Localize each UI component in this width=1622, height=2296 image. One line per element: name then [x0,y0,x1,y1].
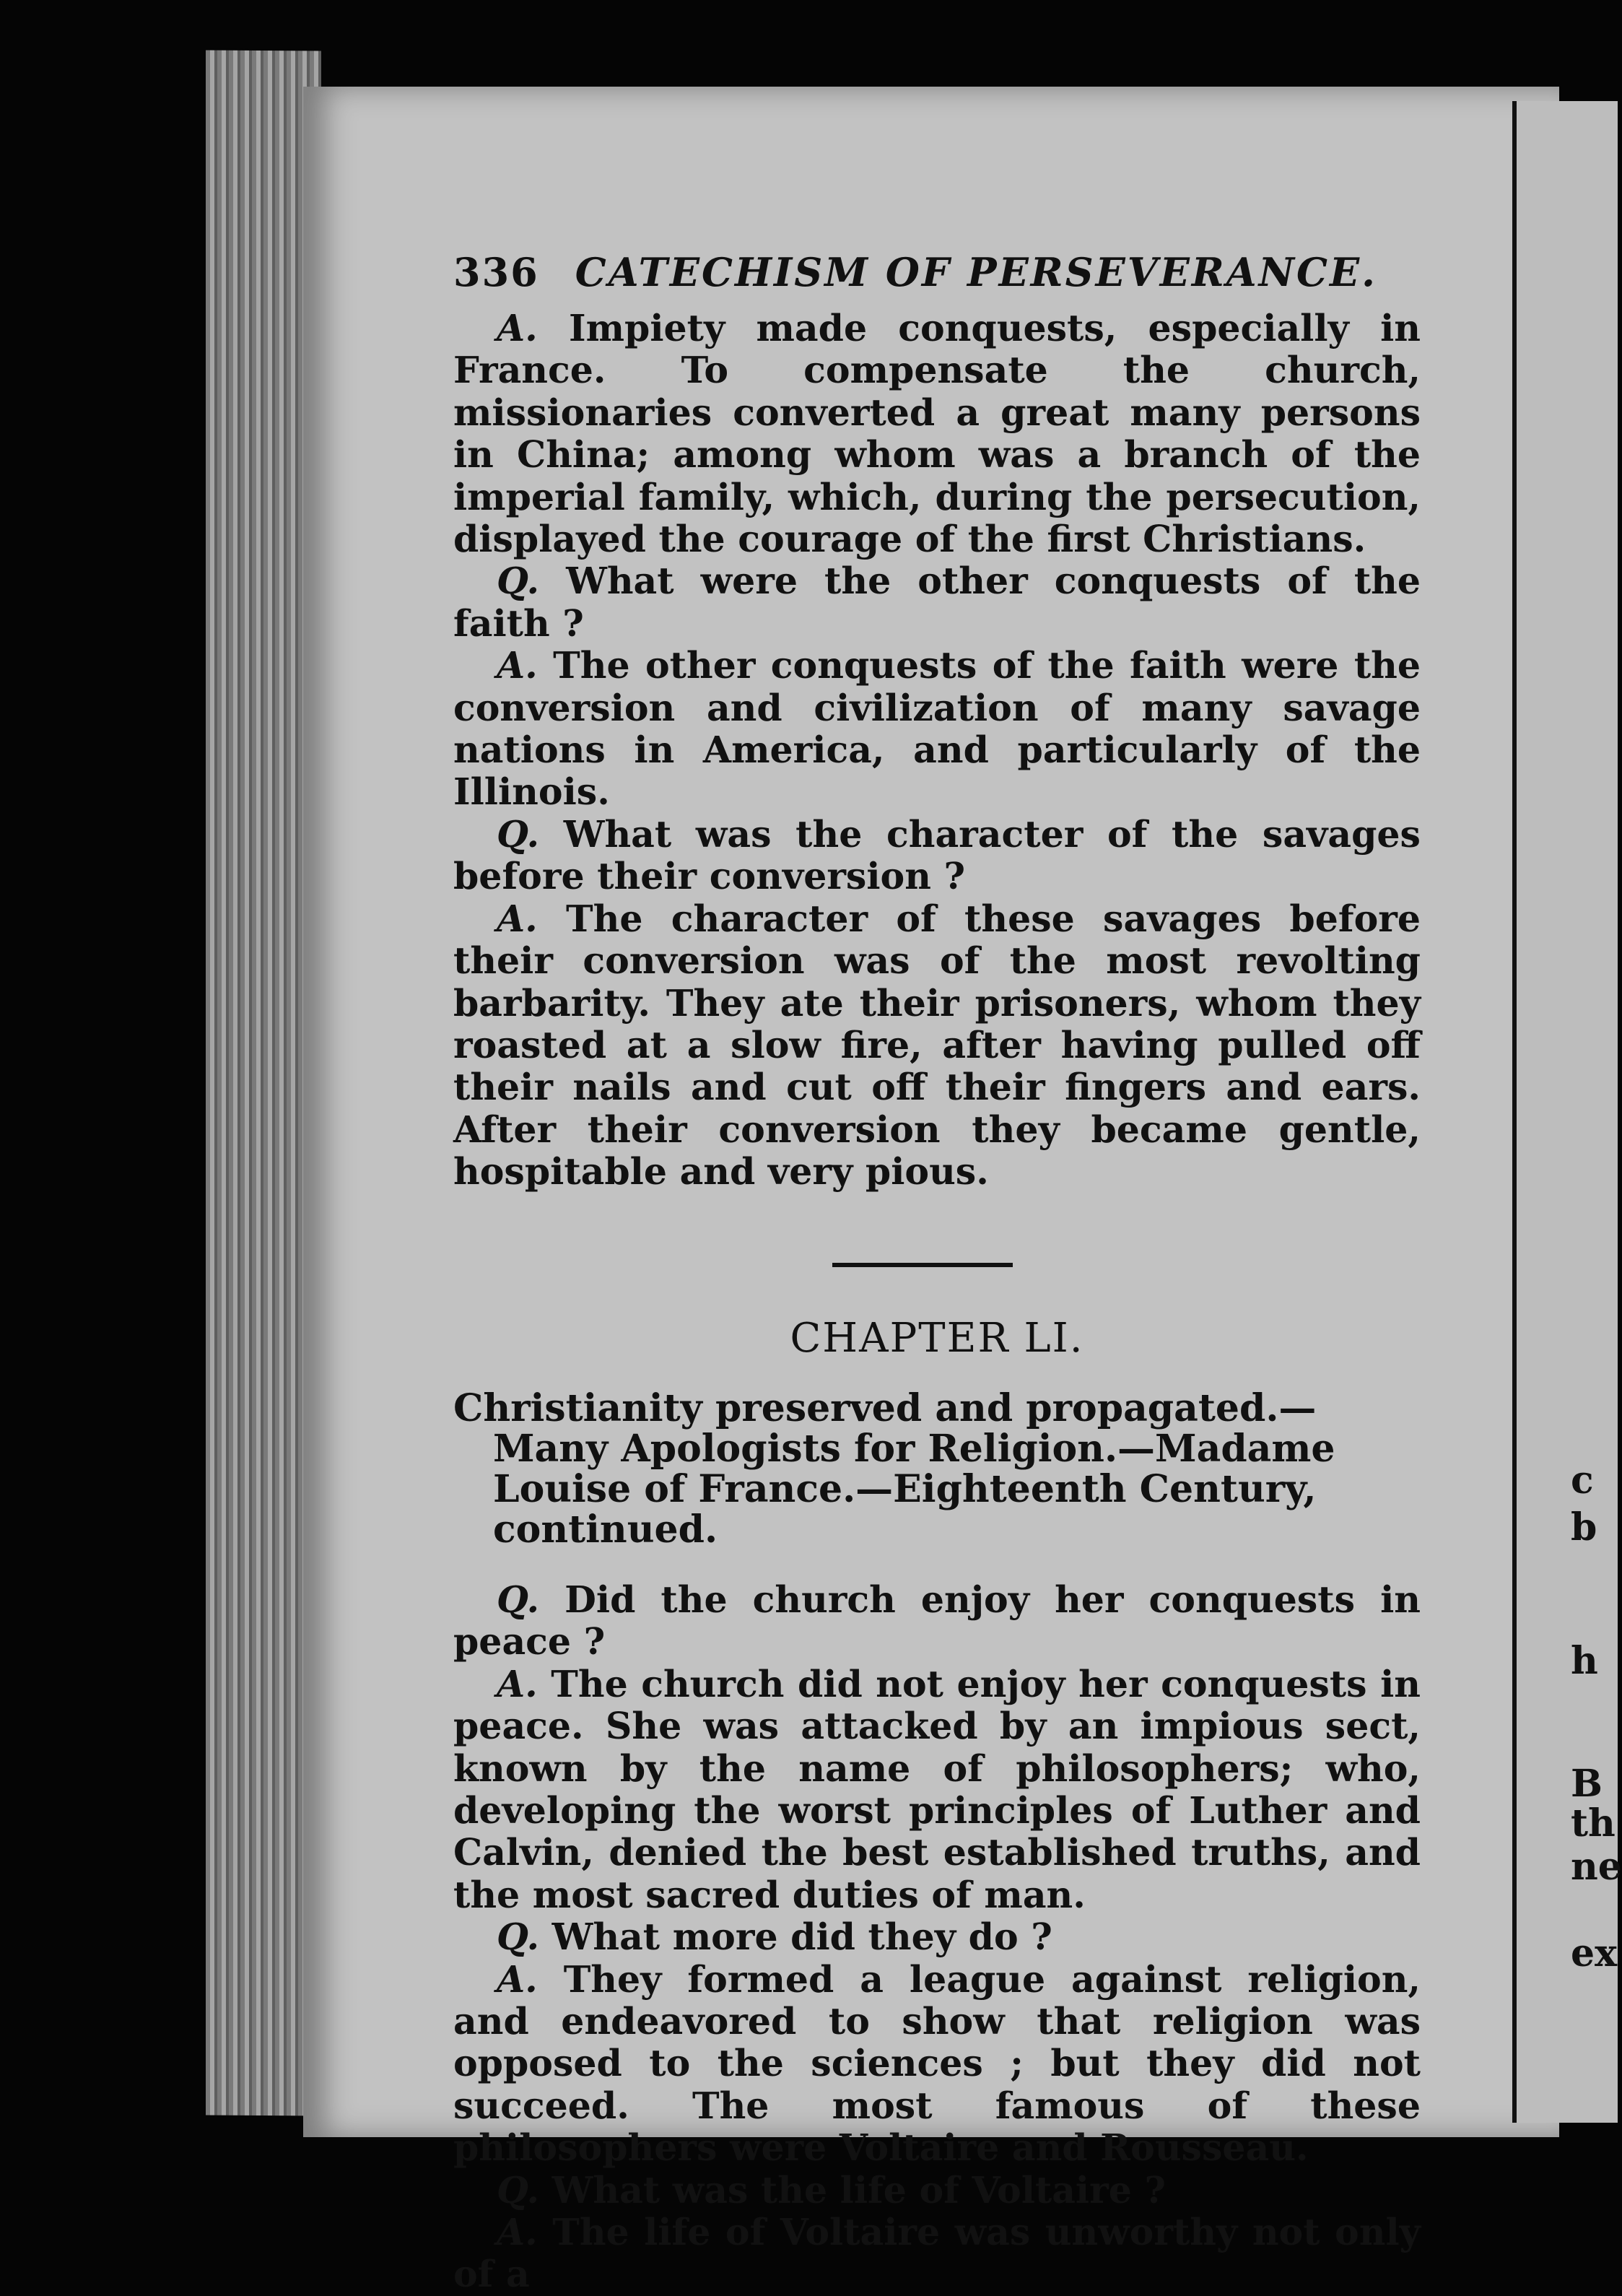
qa-section-top [453,308,1421,1193]
qa-paragraph [453,2170,1421,2212]
facing-fragment: B [1571,1762,1603,1806]
qa-paragraph [453,1579,1421,1664]
facing-fragment: b [1571,1505,1597,1549]
qa-paragraph [453,560,1421,645]
qa-paragraph [453,2212,1421,2296]
facing-fragment: ne [1571,1845,1622,1889]
qa-paragraph [453,1959,1421,2170]
qa-paragraph [453,645,1421,814]
qa-paragraph [453,1916,1421,1958]
facing-fragment: ex [1571,1931,1618,1975]
qa-label: Q. [497,2168,540,2212]
facing-page-fragment [1512,101,1622,2123]
qa-text: What was the life of Voltaire ? [551,2168,1167,2212]
qa-text: Did the church enjoy her conquests in peace ? [453,1578,1421,1664]
qa-label: Q. [497,560,540,603]
section-divider [832,1263,1013,1267]
qa-text: The character of these savages before their conversion was of the most revolting barbarity. They ate their prisoners, whom they roasted at a slow fire, after having pulled off their nails and cut off their fingers and ears. After their conversion they became gentle, hospitable and very pious. [453,897,1421,1193]
chapter-summary: Christianity preserved and propagated.—Many Apologists for Religion.—Madame Louise of France.—Eighteenth Century, continued. [453,1386,1335,1552]
qa-text: What more did they do ? [551,1915,1052,1959]
running-title: CATECHISM OF PERSEVERANCE. [575,249,1377,295]
qa-label: Q. [497,812,540,856]
qa-text: The church did not enjoy her conquests in peace. She was attacked by an impious sect, known by the name of philosophers; who, developing the worst principles of Luther and Calvin, denied the best established truths, and the most sacred duties of man. [453,1662,1421,1916]
qa-label: A. [497,1662,538,1705]
qa-label: A. [497,307,538,349]
page-number: 336 [453,249,539,295]
qa-paragraph [453,814,1421,898]
qa-section-bottom [453,1579,1421,2296]
qa-text: The other conquests of the faith were the conversion and civilization of many savage nations in America, and particularly of the Illinois. [453,644,1421,814]
facing-fragment: h [1571,1639,1598,1683]
qa-text: They formed a league against religion, and endeavored to show that religion was opposed to the sciences ; but they did not succeed. The most famous of these philosophers were Voltaire and Rousseau. [453,1957,1421,2170]
qa-paragraph [453,1664,1421,1916]
qa-label: Q. [497,1578,540,1621]
qa-paragraph [453,898,1421,1193]
qa-paragraph [453,308,1421,560]
facing-fragment: th [1571,1801,1616,1845]
facing-fragment: c [1571,1458,1594,1503]
chapter-title: CHAPTER LI. [790,1314,1084,1362]
page-header [453,247,1421,297]
qa-label: A. [497,644,538,687]
qa-label: Q. [497,1915,540,1959]
page-content [453,247,1421,2296]
qa-text: What was the character of the savages before their conversion ? [453,812,1421,898]
qa-label: A. [497,2211,538,2254]
qa-text: What were the other conquests of the faith ? [453,560,1421,645]
qa-label: A. [497,897,538,940]
qa-label: A. [497,1957,538,2001]
qa-text: The life of Voltaire was unworthy not only of a [453,2211,1421,2296]
qa-text: Impiety made conquests, especially in France. To compensate the church, missionaries converted a great many persons in China; among whom was a branch of the imperial family, which, during the persecution, displayed the courage of the first Christians. [453,307,1421,561]
